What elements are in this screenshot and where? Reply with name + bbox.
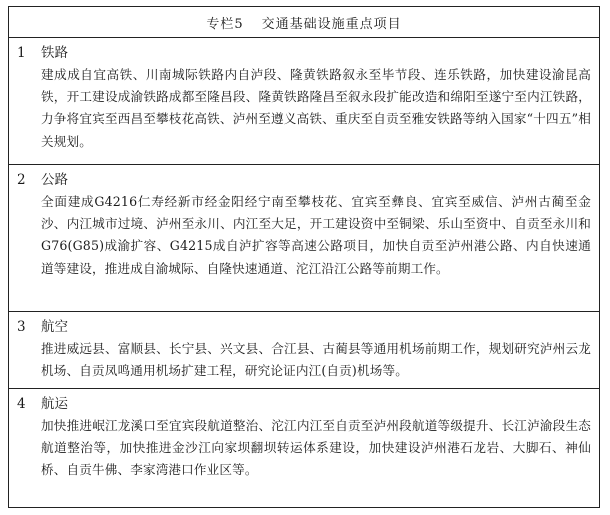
- section-body: 建成成自宜高铁、川南城际铁路内自泸段、隆黄铁路叙永至毕节段、连乐铁路，加快建设渝昆高铁，开工建设成渝铁路成都至隆昌段、隆黄铁路隆昌至叙永段扩能改造和绵阳至遂宁至内江铁路，力争将宜宾至西昌至攀枝花高铁、泸州至遵义高铁、重庆至自贡至雅安铁路等纳入国家“十四五”相关规划。: [41, 67, 591, 149]
- column-label: 专栏5: [206, 16, 244, 32]
- project-table: [8, 6, 600, 508]
- section-body: 全面建成G4216仁寿经新市经金阳经宁南至攀枝花、宜宾至彝良、宜宾至威信、泸州古蔺至金沙、内江城市过境、泸州至永川、内江至大足，开工建设资中至铜梁、乐山至资中、自贡至永川和G76(G85)成渝扩容、G4215成自泸扩容等高速公路项目，加快自贡至泸州港公路、内自快速通道等建设，推进成自渝城际、自隆快速通道、沱江沿江公路等前期工作。: [41, 194, 591, 276]
- section-number: 3: [17, 319, 26, 335]
- table-title: 交通基础设施重点项目: [261, 16, 402, 32]
- section-number: 2: [17, 172, 26, 188]
- table-header: [9, 7, 599, 38]
- section-number: 4: [17, 396, 26, 412]
- section-title: 铁路: [41, 45, 68, 61]
- section-body: 加快推进岷江龙溪口至宜宾段航道整治、沱江内江至自贡至泸州段航道等级提升、长江泸渝段生态航道整治等，加快推进金沙江向家坝翻坝转运体系建设，加快建设泸州港石龙岩、大脚石、神仙桥、自贡牛佛、李家湾港口作业区等。: [41, 418, 591, 478]
- section-shipping: [9, 389, 599, 508]
- section-body: 推进威远县、富顺县、长宁县、兴文县、合江县、古蔺县等通用机场前期工作，规划研究泸州云龙机场、自贡凤鸣通用机场扩建工程，研究论证内江(自贡)机场等。: [41, 341, 591, 379]
- section-railway: [9, 38, 599, 165]
- section-aviation: [9, 312, 599, 389]
- section-title: 航空: [41, 319, 68, 335]
- section-title: 公路: [41, 172, 68, 188]
- section-highway: [9, 165, 599, 312]
- section-title: 航运: [41, 396, 68, 412]
- section-number: 1: [17, 45, 26, 61]
